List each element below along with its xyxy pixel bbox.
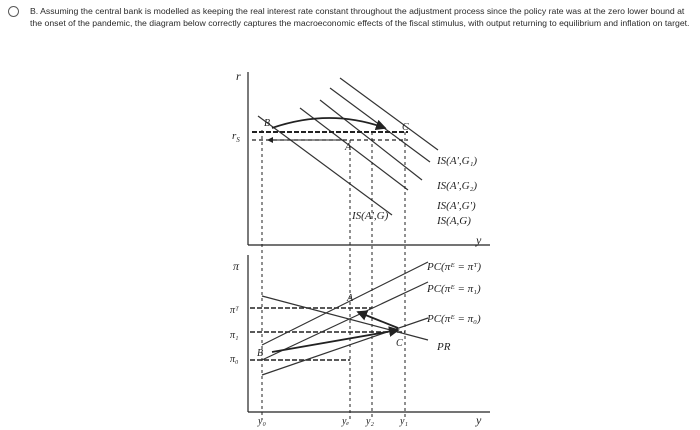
- upper-x-axis-label: y: [476, 233, 482, 247]
- is-curve-a-g1: [340, 78, 438, 150]
- pc-label-1: PC(πᴱ = π₁): [427, 283, 481, 295]
- rate-label: $r_S$: [232, 130, 240, 144]
- tick-y1: y₁: [400, 416, 408, 427]
- tick-pi-0: π₀: [230, 354, 239, 365]
- pr-label: PR: [437, 341, 451, 353]
- pc-pi-0: [262, 318, 428, 375]
- lower-panel: [230, 255, 490, 427]
- point-c-lower: C: [396, 338, 403, 349]
- adjustment-arrow: [272, 118, 385, 128]
- pc-pi-1: [262, 282, 428, 360]
- point-a-lower: A: [347, 293, 354, 304]
- point-b-upper: B: [264, 118, 271, 129]
- arrow-c-to-a: [358, 312, 398, 328]
- tick-pi-t: πᵀ: [230, 305, 239, 316]
- tick-y0: y₀: [258, 416, 266, 427]
- point-c-upper: C: [402, 122, 409, 133]
- question-text: B. Assuming the central bank is modelled as keeping the real interest rate constant throughout the adjustment process since the policy rate was at the zero lower bound at the onset of the pandemic, the diagram below correctly captures the macroeconomic effects of the fiscal stimulus, with output returning to equilibrium and inflation on target.: [30, 6, 690, 29]
- pc-label-0: PC(πᴱ = π₀): [427, 313, 481, 325]
- upper-y-axis-label: r: [236, 69, 241, 83]
- is-label-a-g: IS(A',G): [352, 210, 389, 222]
- tick-pi-1: π₁: [230, 330, 239, 341]
- lower-y-axis-label: π: [233, 259, 240, 273]
- is-label-ag: IS(A,G): [437, 215, 471, 227]
- is-label-gprime: IS(A',G'): [437, 200, 476, 212]
- lower-x-axis-label: y: [476, 413, 482, 427]
- point-b-lower: B: [257, 348, 264, 359]
- tick-y2: y₂: [366, 416, 374, 427]
- arrow-b-to-c: [272, 330, 398, 352]
- tick-ye: yₑ: [342, 416, 350, 427]
- pr-curve: [262, 296, 428, 340]
- is-label-g1: IS(A',G₁): [437, 155, 478, 167]
- upper-panel: [232, 69, 490, 420]
- point-a-upper: A: [345, 142, 352, 153]
- is-label-g2: IS(A',G₂): [437, 180, 478, 192]
- pc-label-t: PC(πᴱ = πᵀ): [427, 261, 482, 273]
